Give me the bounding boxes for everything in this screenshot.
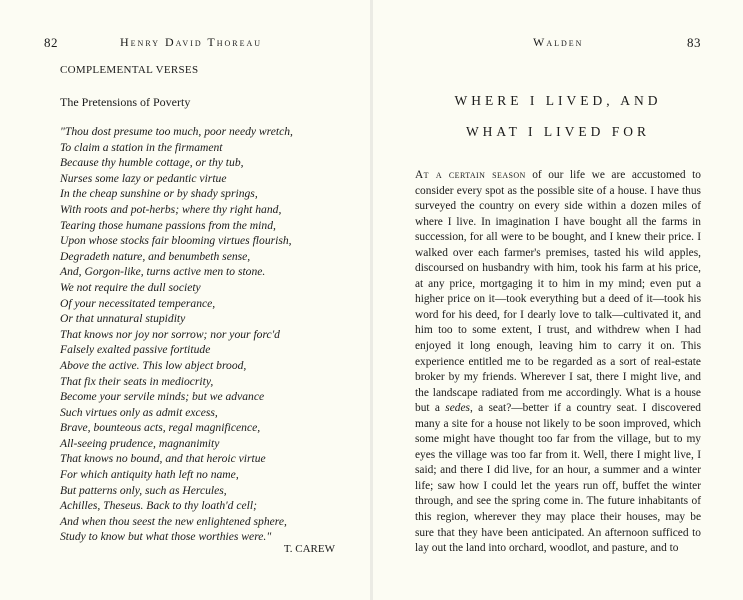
verse-line: Above the active. This low abject brood,	[60, 358, 247, 372]
poem-title: The Pretensions of Poverty	[60, 95, 191, 109]
chapter-title-line-1: WHERE I LIVED, AND	[454, 93, 662, 108]
verse-line: Degradeth nature, and benumbeth sense,	[60, 249, 251, 263]
running-head-left: Henry David Thoreau	[120, 35, 263, 49]
verse-line: "Thou dost presume too much, poor needy wretch,	[60, 125, 293, 138]
body-text-part-2: , a seat?—better if a country seat. I discovered many a site for a house not likely to be soon improved, which some might have thought too far from the village, but to my eyes the village was too far from it. Well, there I might live, I said; and there I did live, for an hour, a summer and a winter life; saw how I could let the years run off, buffet the winter through, and see the spring come in. The future inhabitants of this region, wherever they may place their houses, may be sure that they have been anticipated. An afternoon sufficed to lay out the land into orchard, woodlot, and pasture, and to	[415, 402, 701, 555]
verse-line: Of your necessitated temperance,	[60, 296, 216, 310]
verse-line: To claim a station in the firmament	[60, 140, 223, 154]
verse-line: Falsely exalted passive fortitude	[60, 343, 211, 357]
poem-attribution: T. CAREW	[283, 543, 335, 555]
verse-line: And when thou seest the new enlightened sphere,	[60, 514, 287, 528]
verse-line: With roots and pot-herbs; where thy right hand,	[60, 202, 282, 216]
page-number-left: 82	[44, 35, 58, 50]
body-text-part-1: of our life we are accustomed to consider every spot as the possible site of a house. I have thus surveyed the country on every side within a dozen miles of where I live. In imagination I have bought all the farms in succession, for all were to be bought, and I knew their price. I walked over each farmer's premises, tasted his wild apples, discoursed on husbandry with him, took his farm at his price, at any price, mortgaging it to him in my mind; even put a higher price on it—took everything but a deed of it—took his word for his deed, for I dearly love to talk—cultivated it, and him too to some extent, I trust, and withdrew when I had enjoyed it long enough, leaving him to carry it on. This experience entitled me to be regarded as a sort of real-estate broker by my friends. Wherever I sat, there I might live, and the landscape radiated from me accordingly. What is a house but a	[415, 169, 701, 415]
verse-line: That fix their seats in mediocrity,	[60, 374, 214, 388]
verse-line: Or that unnatural stupidity	[60, 312, 186, 326]
verse-line: In the cheap sunshine or by shady springs,	[60, 187, 258, 201]
chapter-body-text	[415, 168, 701, 557]
verse-line: We not require the dull society	[60, 280, 201, 294]
verse-line: Upon whose stocks fair blooming virtues flourish,	[60, 234, 292, 248]
verse-line: Such virtues only as admit excess,	[60, 405, 218, 419]
italic-word-sedes: sedes	[445, 402, 470, 415]
verse-line: But patterns only, such as Hercules,	[60, 483, 227, 497]
section-label: COMPLEMENTAL VERSES	[60, 64, 199, 76]
verse-line: That knows nor joy nor sorrow; nor your forc'd	[60, 327, 280, 341]
verse-line: Become your servile minds; but we advance	[60, 390, 265, 404]
page-number-right: 83	[687, 35, 701, 50]
left-page	[0, 0, 370, 600]
verse-line: Brave, bounteous acts, regal magnificence,	[60, 421, 261, 435]
verse-line: That knows no bound, and that heroic virtue	[60, 452, 266, 466]
verse-line: Achilles, Theseus. Back to thy loath'd cell;	[60, 499, 257, 513]
verse-line: For which antiquity hath left no name,	[60, 468, 239, 482]
poem-verse	[60, 124, 340, 545]
verse-line: Tearing those humane passions from the mind,	[60, 218, 276, 232]
chapter-title-line-2: WHAT I LIVED FOR	[465, 124, 651, 139]
verse-line: All-seeing prudence, magnanimity	[60, 436, 220, 450]
verse-line: Nurses some lazy or pedantic virtue	[60, 171, 227, 185]
running-head-right: Walden	[533, 35, 584, 49]
verse-line: And, Gorgon-like, turns active men to stone.	[60, 265, 266, 279]
verse-line: Because thy humble cottage, or thy tub,	[60, 156, 244, 170]
right-page	[373, 0, 743, 600]
verse-line: Study to know but what those worthies were."	[60, 530, 272, 544]
opening-smallcaps: At a certain season	[415, 169, 526, 181]
